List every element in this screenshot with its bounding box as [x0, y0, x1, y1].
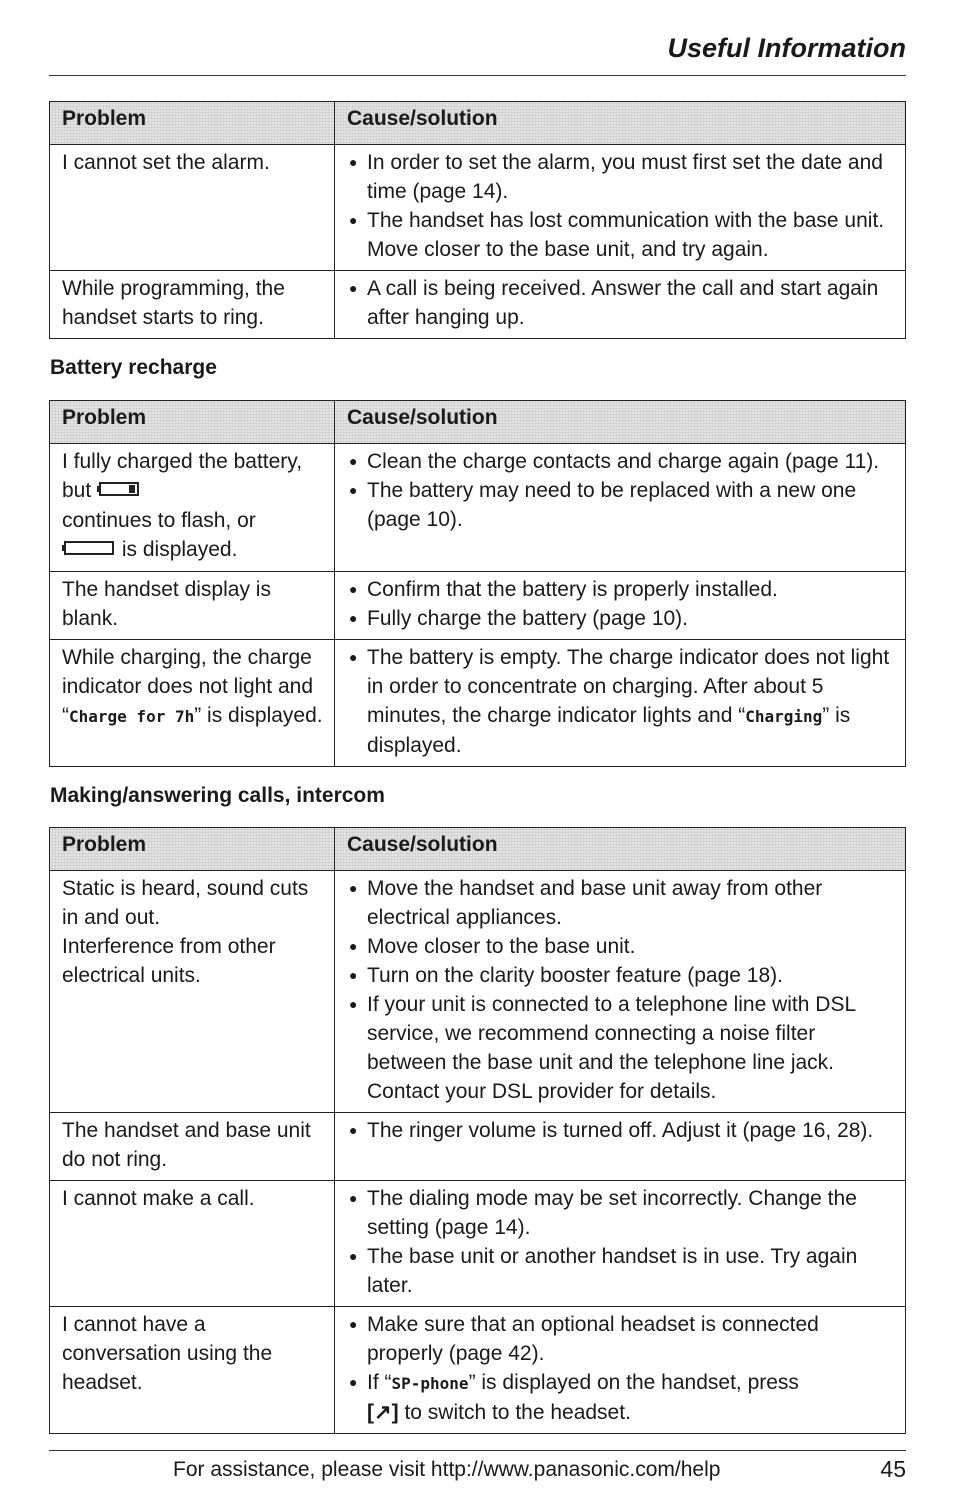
table-row [50, 1307, 906, 1434]
table-row [50, 271, 906, 339]
solution-item: ● Fully charge the battery (page 10). [349, 604, 897, 633]
display-message-text: Charge for 7h [69, 706, 195, 726]
problem-column-header: Problem [50, 828, 335, 871]
problem-cell: I cannot have a conversation using the headset. [50, 1307, 335, 1434]
solution-item: ● The battery may need to be replaced with a new one (page 10). [349, 476, 897, 534]
problem-cell [50, 639, 335, 766]
solution-cell [335, 271, 906, 339]
problem-text: Interference from other electrical units. [62, 935, 276, 987]
solution-item: ● Confirm that the battery is properly installed. [349, 575, 897, 604]
battery-trouble-table [49, 400, 906, 767]
section-heading-calls: Making/answering calls, intercom [50, 784, 385, 807]
display-message-text: SP-phone [391, 1374, 469, 1393]
problem-text: I fully charged the battery, but [62, 450, 303, 502]
problem-text: While charging, the charge indicator does not light and “ [62, 645, 314, 727]
solution-item: ● Clean the charge contacts and charge again (page 11). [349, 447, 897, 476]
cause-column-header: Cause/solution [335, 828, 906, 871]
calls-trouble-table [49, 827, 906, 1434]
problem-cell [50, 444, 335, 572]
problem-text: ” is displayed. [194, 703, 323, 727]
solution-cell [335, 444, 906, 572]
footer-help-text: For assistance, please visit http://www.panasonic.com/help [173, 1458, 721, 1481]
table-row [50, 145, 906, 271]
table-row [50, 444, 906, 572]
display-message-text: Charging [745, 706, 823, 726]
solution-item: ● Make sure that an optional headset is connected properly (page 42). [349, 1310, 897, 1368]
solution-cell [335, 871, 906, 1113]
table-header-row [50, 102, 906, 145]
table-row [50, 1113, 906, 1181]
table-row [50, 1181, 906, 1307]
page-number: 45 [880, 1456, 906, 1482]
problem-cell: While programming, the handset starts to ring. [50, 271, 335, 339]
solution-text: The battery is empty. The charge indicator does not light in order to concentrate on charging. After about 5 minutes, the charge indicator lights and “ [367, 645, 890, 727]
solution-cell [335, 145, 906, 271]
solution-text: ” is displayed on the handset, press [468, 1371, 799, 1394]
solution-cell [335, 1113, 906, 1181]
problem-cell: The handset and base unit do not ring. [50, 1113, 335, 1181]
solution-text: to switch to the headset. [404, 1401, 631, 1424]
problem-cell [50, 871, 335, 1113]
solution-item: ● Move the handset and base unit away from other electrical appliances. [349, 874, 897, 932]
solution-item: ● The handset has lost communication with the base unit. Move closer to the base unit, and try again. [349, 206, 897, 264]
cause-column-header: Cause/solution [335, 102, 906, 145]
solution-text: ” is displayed. [367, 703, 851, 757]
problem-text: continues to flash, or [62, 508, 256, 532]
table-row [50, 571, 906, 639]
solution-text: If “ [367, 1371, 392, 1394]
solution-item: ● The base unit or another handset is in use. Try again later. [349, 1242, 897, 1300]
table-row [50, 871, 906, 1113]
table-row [50, 639, 906, 766]
talk-key-icon: [↗] [367, 1401, 399, 1424]
solution-item [349, 1368, 897, 1427]
solution-cell [335, 1307, 906, 1434]
solution-item: ● Turn on the clarity booster feature (page 18). [349, 961, 897, 990]
solution-item: ● In order to set the alarm, you must first set the date and time (page 14). [349, 148, 897, 206]
problem-text: Static is heard, sound cuts in and out. [62, 877, 309, 929]
problem-cell: I cannot make a call. [50, 1181, 335, 1307]
solution-cell [335, 571, 906, 639]
battery-low-icon [97, 477, 143, 506]
battery-empty-icon [62, 536, 116, 565]
solution-cell [335, 1181, 906, 1307]
problem-cell: I cannot set the alarm. [50, 145, 335, 271]
table-header-row [50, 828, 906, 871]
solution-item: ● The dialing mode may be set incorrectly. Change the setting (page 14). [349, 1184, 897, 1242]
problem-column-header: Problem [50, 401, 335, 444]
solution-item: ● If your unit is connected to a telephone line with DSL service, we recommend connecting a noise filter between the base unit and the telephone line jack. Contact your DSL provider for details. [349, 990, 897, 1106]
solution-item [349, 643, 897, 760]
solution-item: ● The ringer volume is turned off. Adjust it (page 16, 28). [349, 1116, 897, 1145]
cause-column-header: Cause/solution [335, 401, 906, 444]
solution-item: ● A call is being received. Answer the call and start again after hanging up. [349, 274, 897, 332]
page-header-title: Useful Information [667, 33, 906, 63]
problem-text: is displayed. [121, 537, 238, 561]
table-header-row [50, 401, 906, 444]
problem-cell: The handset display is blank. [50, 571, 335, 639]
footer-divider [49, 1450, 906, 1451]
alarm-trouble-table [49, 101, 906, 339]
solution-item: ● Move closer to the base unit. [349, 932, 897, 961]
problem-column-header: Problem [50, 102, 335, 145]
solution-cell [335, 639, 906, 766]
header-divider [49, 75, 906, 76]
section-heading-battery: Battery recharge [50, 356, 217, 379]
